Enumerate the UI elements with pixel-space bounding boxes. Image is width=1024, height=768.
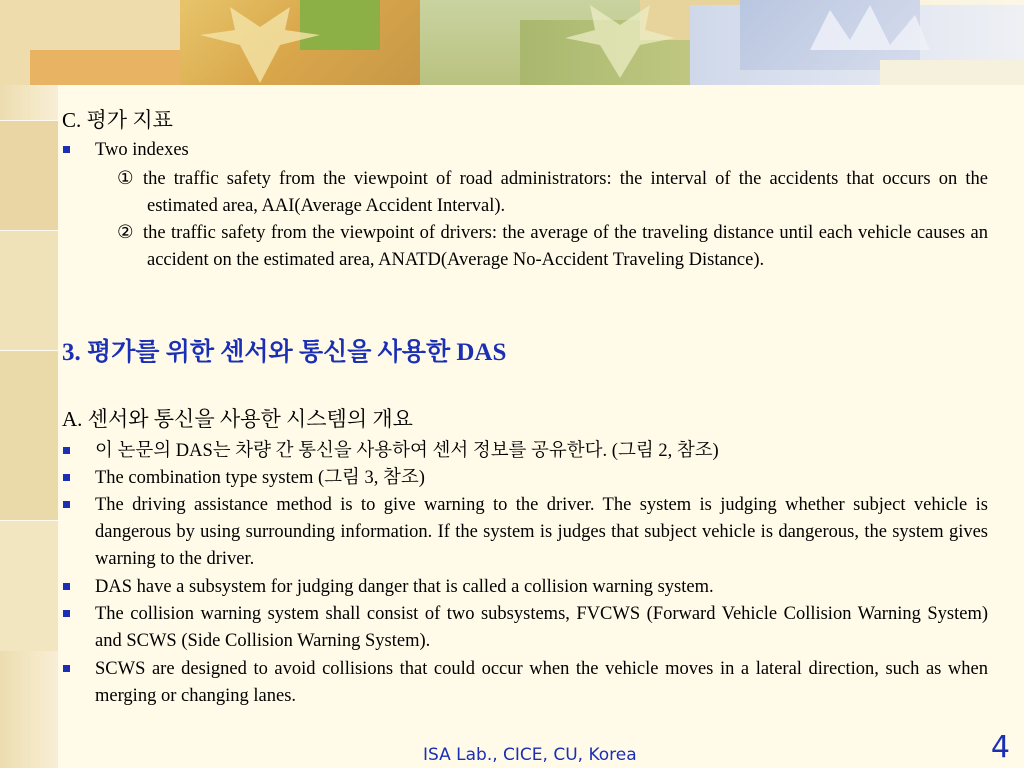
square-bullet-icon [63,146,70,153]
banner-tile [880,60,1024,85]
square-bullet-icon [63,665,70,672]
strip-tile [0,350,58,521]
section-3-title: 3. 평가를 위한 센서와 통신을 사용한 DAS [62,339,507,366]
square-bullet-icon [63,583,70,590]
page-number: 4 [990,730,1010,765]
square-bullet-icon [63,447,70,454]
index-item-1 [117,166,988,220]
left-decorative-strip [0,0,58,768]
bullet-text: The combination type system (그림 3, 참조) [95,468,425,488]
leaf-icon [790,0,940,60]
strip-tile [0,120,58,231]
slide-footer [0,730,1024,768]
circled-number-2: ② [117,223,134,243]
square-bullet-icon [63,474,70,481]
heading-evaluation-indexes: C. 평가 지표 [62,108,173,132]
bullet-two-indexes [62,137,988,164]
footer-lab-label: ISA Lab., CICE, CU, Korea [423,745,637,765]
circled-number-1: ① [117,169,134,189]
banner-tile [30,50,190,85]
list-item [62,656,988,710]
square-bullet-icon [63,501,70,508]
index-item-2 [117,220,988,274]
strip-tile [0,230,58,351]
list-item [62,438,988,465]
bullet-text: Two indexes [95,140,189,160]
bullet-text: DAS have a subsystem for judging danger that is called a collision warning system. [95,577,714,597]
index-text-2: the traffic safety from the viewpoint of drivers: the average of the traveling distance until each vehicle causes an accident on the estimated area, ANATD(Average No-Accident Traveling Distance). [143,223,988,270]
leaf-icon [190,5,330,85]
heading-system-overview: A. 센서와 통신을 사용한 시스템의 개요 [62,407,413,431]
leaf-icon [560,0,680,80]
bullet-text: 이 논문의 DAS는 차량 간 통신을 사용하여 센서 정보를 공유한다. (그림 2, 참조) [95,441,719,461]
list-item [62,465,988,492]
square-bullet-icon [63,610,70,617]
bullet-text: The driving assistance method is to give warning to the driver. The system is judging whether subject vehicle is dangerous by using surrounding information. If the system is judges that subject vehicle is dangerous, the system gives warning to the driver. [95,495,988,569]
list-item [62,601,988,655]
strip-tile [0,520,58,651]
list-item [62,492,988,573]
bullet-text: The collision warning system shall consist of two subsystems, FVCWS (Forward Vehicle Collision Warning System) and SCWS (Side Collision Warning System). [95,604,988,651]
bullet-text: SCWS are designed to avoid collisions that could occur when the vehicle moves in a lateral direction, such as when merging or changing lanes. [95,659,988,706]
list-item [62,574,988,601]
index-text-1: the traffic safety from the viewpoint of road administrators: the interval of the accidents that occurs on the estimated area, AAI(Average Accident Interval). [143,169,988,216]
top-decorative-banner [0,0,1024,85]
